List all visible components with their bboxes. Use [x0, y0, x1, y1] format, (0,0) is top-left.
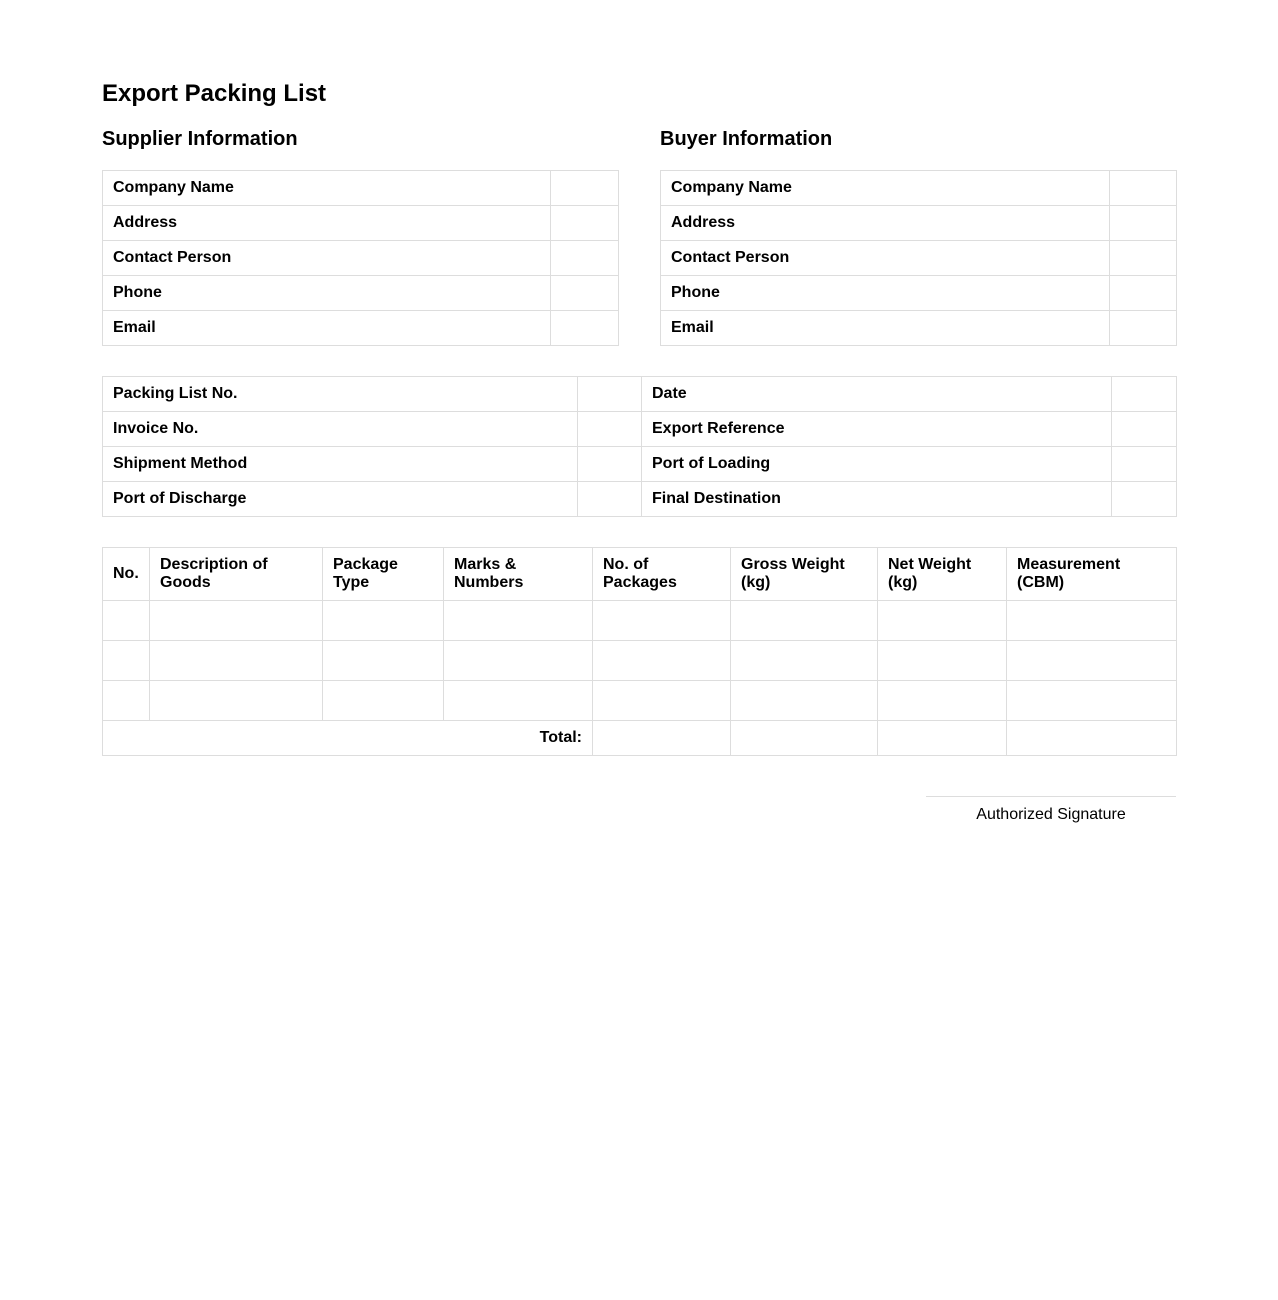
supplier-contact-value[interactable]	[551, 241, 619, 276]
shipment-row	[103, 412, 1177, 447]
buyer-table	[660, 170, 1177, 346]
supplier-company-label: Company Name	[103, 171, 551, 206]
final-destination-value[interactable]	[1112, 482, 1177, 517]
cell-gross-weight[interactable]	[731, 601, 878, 641]
cell-net-weight[interactable]	[878, 641, 1007, 681]
col-header-marks: Marks & Numbers	[444, 548, 593, 601]
col-header-no: No.	[103, 548, 150, 601]
export-reference-value[interactable]	[1112, 412, 1177, 447]
supplier-phone-label: Phone	[103, 276, 551, 311]
col-header-package-type: Package Type	[323, 548, 444, 601]
total-packages[interactable]	[593, 721, 731, 756]
cell-net-weight[interactable]	[878, 681, 1007, 721]
buyer-row-company	[661, 171, 1177, 206]
buyer-row-contact	[661, 241, 1177, 276]
cell-packages[interactable]	[593, 601, 731, 641]
buyer-phone-label: Phone	[661, 276, 1110, 311]
total-net-weight[interactable]	[878, 721, 1007, 756]
final-destination-label: Final Destination	[642, 482, 1112, 517]
supplier-row-email	[103, 311, 619, 346]
cell-measurement[interactable]	[1007, 641, 1177, 681]
shipment-details-table	[102, 376, 1177, 517]
col-header-description: Description of Goods	[150, 548, 323, 601]
buyer-email-value[interactable]	[1110, 311, 1177, 346]
cell-description[interactable]	[150, 601, 323, 641]
col-header-packages: No. of Packages	[593, 548, 731, 601]
buyer-contact-value[interactable]	[1110, 241, 1177, 276]
shipment-method-label: Shipment Method	[103, 447, 578, 482]
packing-list-no-value[interactable]	[578, 377, 642, 412]
supplier-email-value[interactable]	[551, 311, 619, 346]
buyer-row-phone	[661, 276, 1177, 311]
supplier-row-address	[103, 206, 619, 241]
col-header-measurement: Measurement (CBM)	[1007, 548, 1177, 601]
supplier-row-company	[103, 171, 619, 206]
cell-measurement[interactable]	[1007, 681, 1177, 721]
buyer-email-label: Email	[661, 311, 1110, 346]
supplier-row-phone	[103, 276, 619, 311]
packing-list-no-label: Packing List No.	[103, 377, 578, 412]
buyer-company-value[interactable]	[1110, 171, 1177, 206]
goods-header-row	[103, 548, 1177, 601]
cell-gross-weight[interactable]	[731, 681, 878, 721]
supplier-row-contact	[103, 241, 619, 276]
buyer-company-label: Company Name	[661, 171, 1110, 206]
shipment-row	[103, 377, 1177, 412]
total-label: Total:	[103, 721, 593, 756]
col-header-net-weight: Net Weight (kg)	[878, 548, 1007, 601]
supplier-heading: Supplier Information	[102, 128, 298, 150]
shipment-method-value[interactable]	[578, 447, 642, 482]
signature-label: Authorized Signature	[976, 806, 1126, 823]
cell-description[interactable]	[150, 681, 323, 721]
supplier-contact-label: Contact Person	[103, 241, 551, 276]
shipment-row	[103, 447, 1177, 482]
shipment-row	[103, 482, 1177, 517]
cell-marks[interactable]	[444, 641, 593, 681]
cell-marks[interactable]	[444, 681, 593, 721]
supplier-table	[102, 170, 619, 346]
buyer-phone-value[interactable]	[1110, 276, 1177, 311]
buyer-address-label: Address	[661, 206, 1110, 241]
table-row	[103, 601, 1177, 641]
date-value[interactable]	[1112, 377, 1177, 412]
cell-packages[interactable]	[593, 681, 731, 721]
signature-line[interactable]	[926, 796, 1176, 797]
port-of-loading-value[interactable]	[1112, 447, 1177, 482]
cell-marks[interactable]	[444, 601, 593, 641]
supplier-address-label: Address	[103, 206, 551, 241]
total-row	[103, 721, 1177, 756]
goods-table	[102, 547, 1177, 756]
col-header-gross-weight: Gross Weight (kg)	[731, 548, 878, 601]
supplier-address-value[interactable]	[551, 206, 619, 241]
table-row	[103, 641, 1177, 681]
cell-package-type[interactable]	[323, 681, 444, 721]
buyer-row-address	[661, 206, 1177, 241]
cell-gross-weight[interactable]	[731, 641, 878, 681]
cell-no[interactable]	[103, 601, 150, 641]
port-of-loading-label: Port of Loading	[642, 447, 1112, 482]
buyer-heading: Buyer Information	[660, 128, 833, 150]
cell-packages[interactable]	[593, 641, 731, 681]
total-gross-weight[interactable]	[731, 721, 878, 756]
port-of-discharge-label: Port of Discharge	[103, 482, 578, 517]
supplier-phone-value[interactable]	[551, 276, 619, 311]
cell-measurement[interactable]	[1007, 601, 1177, 641]
buyer-contact-label: Contact Person	[661, 241, 1110, 276]
invoice-no-label: Invoice No.	[103, 412, 578, 447]
date-label: Date	[642, 377, 1112, 412]
table-row	[103, 681, 1177, 721]
cell-no[interactable]	[103, 641, 150, 681]
document-title: Export Packing List	[102, 80, 327, 107]
supplier-email-label: Email	[103, 311, 551, 346]
buyer-row-email	[661, 311, 1177, 346]
invoice-no-value[interactable]	[578, 412, 642, 447]
supplier-company-value[interactable]	[551, 171, 619, 206]
export-reference-label: Export Reference	[642, 412, 1112, 447]
cell-package-type[interactable]	[323, 601, 444, 641]
cell-net-weight[interactable]	[878, 601, 1007, 641]
cell-package-type[interactable]	[323, 641, 444, 681]
buyer-address-value[interactable]	[1110, 206, 1177, 241]
cell-no[interactable]	[103, 681, 150, 721]
total-measurement[interactable]	[1007, 721, 1177, 756]
port-of-discharge-value[interactable]	[578, 482, 642, 517]
cell-description[interactable]	[150, 641, 323, 681]
